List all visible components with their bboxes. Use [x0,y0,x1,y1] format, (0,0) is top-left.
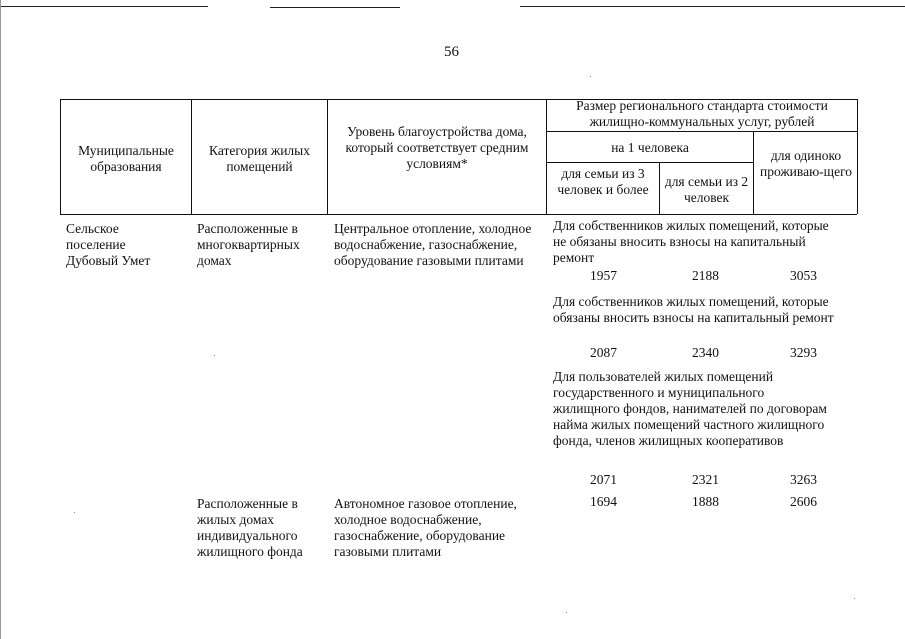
row1-group1-family3: 1957 [590,268,617,283]
row1-group2-label: Для собственников жилых помещений, которые обязаны вносить взносы на капитальный ремонт [553,294,834,325]
row1-group2-family2: 2340 [692,345,719,360]
row1-group1-single: 3053 [790,268,817,283]
row1-group3-label: Для пользователей жилых помещений государственного и муниципального жилищного фондов, нанимателей по договорам найма жилых помещений частного жилищного фонда, членов жилищных кооперативов [553,369,827,448]
page-number: 56 [444,44,459,60]
header-vline-3 [546,99,547,214]
row2-family2: 1888 [692,494,719,509]
row1-level: Центральное отопление, холодное водоснабжение, газоснабжение, оборудование газовыми плитами [334,221,532,268]
row1-group3-family2: 2321 [692,472,719,487]
row2-level: Автономное газовое отопление, холодное водоснабжение, газоснабжение, оборудование газовыми плитами [334,496,517,559]
header-bottom-border [60,214,857,215]
header-family2: для семьи из 2 человек [664,174,749,205]
header-vline-0 [60,99,61,214]
top-border-left [0,6,208,7]
header-vline-family [659,162,660,214]
scan-speck [214,355,215,356]
header-hline-person [546,162,753,163]
row2-family3: 1694 [590,494,617,509]
row1-group1-family2: 2188 [692,268,719,283]
scan-speck [854,598,855,599]
header-vline-1 [191,99,192,214]
row1-municipality: Сельское поселение Дубовый Умет [66,221,151,268]
header-vline-2 [327,99,328,214]
scan-edge-left [0,0,1,639]
row1-category: Расположенные в многоквартирных домах [197,221,300,268]
header-hline-standard [546,131,857,132]
header-single: для одиноко проживаю-щего [759,148,853,179]
top-border-right [520,6,905,7]
scan-speck [566,612,567,613]
header-level: Уровень благоустройства дома, который соответствует средним условиям* [345,124,529,171]
header-vline-single [753,131,754,214]
row1-group3-family3: 2071 [590,472,617,487]
scan-speck [590,76,591,77]
header-per-person: на 1 человека [611,140,689,155]
header-vline-4 [857,99,858,214]
row1-group3-single: 3263 [790,472,817,487]
top-border-mid [270,7,400,8]
row2-category: Расположенные в жилых домах индивидуального жилищного фонда [197,496,303,559]
scan-speck [74,512,75,513]
header-municipality: Муниципальные образования [78,143,174,174]
row1-group2-single: 3293 [790,345,817,360]
row1-group1-label: Для собственников жилых помещений, которые не обязаны вносить взносы на капитальный ремонт [553,218,829,265]
header-category: Категория жилых помещений [209,143,310,174]
header-family3: для семьи из 3 человек и более [557,166,649,197]
row2-single: 2606 [790,494,817,509]
header-standard: Размер регионального стандарта стоимости жилищно-коммунальных услуг, рублей [576,98,828,129]
row1-group2-family3: 2087 [590,345,617,360]
